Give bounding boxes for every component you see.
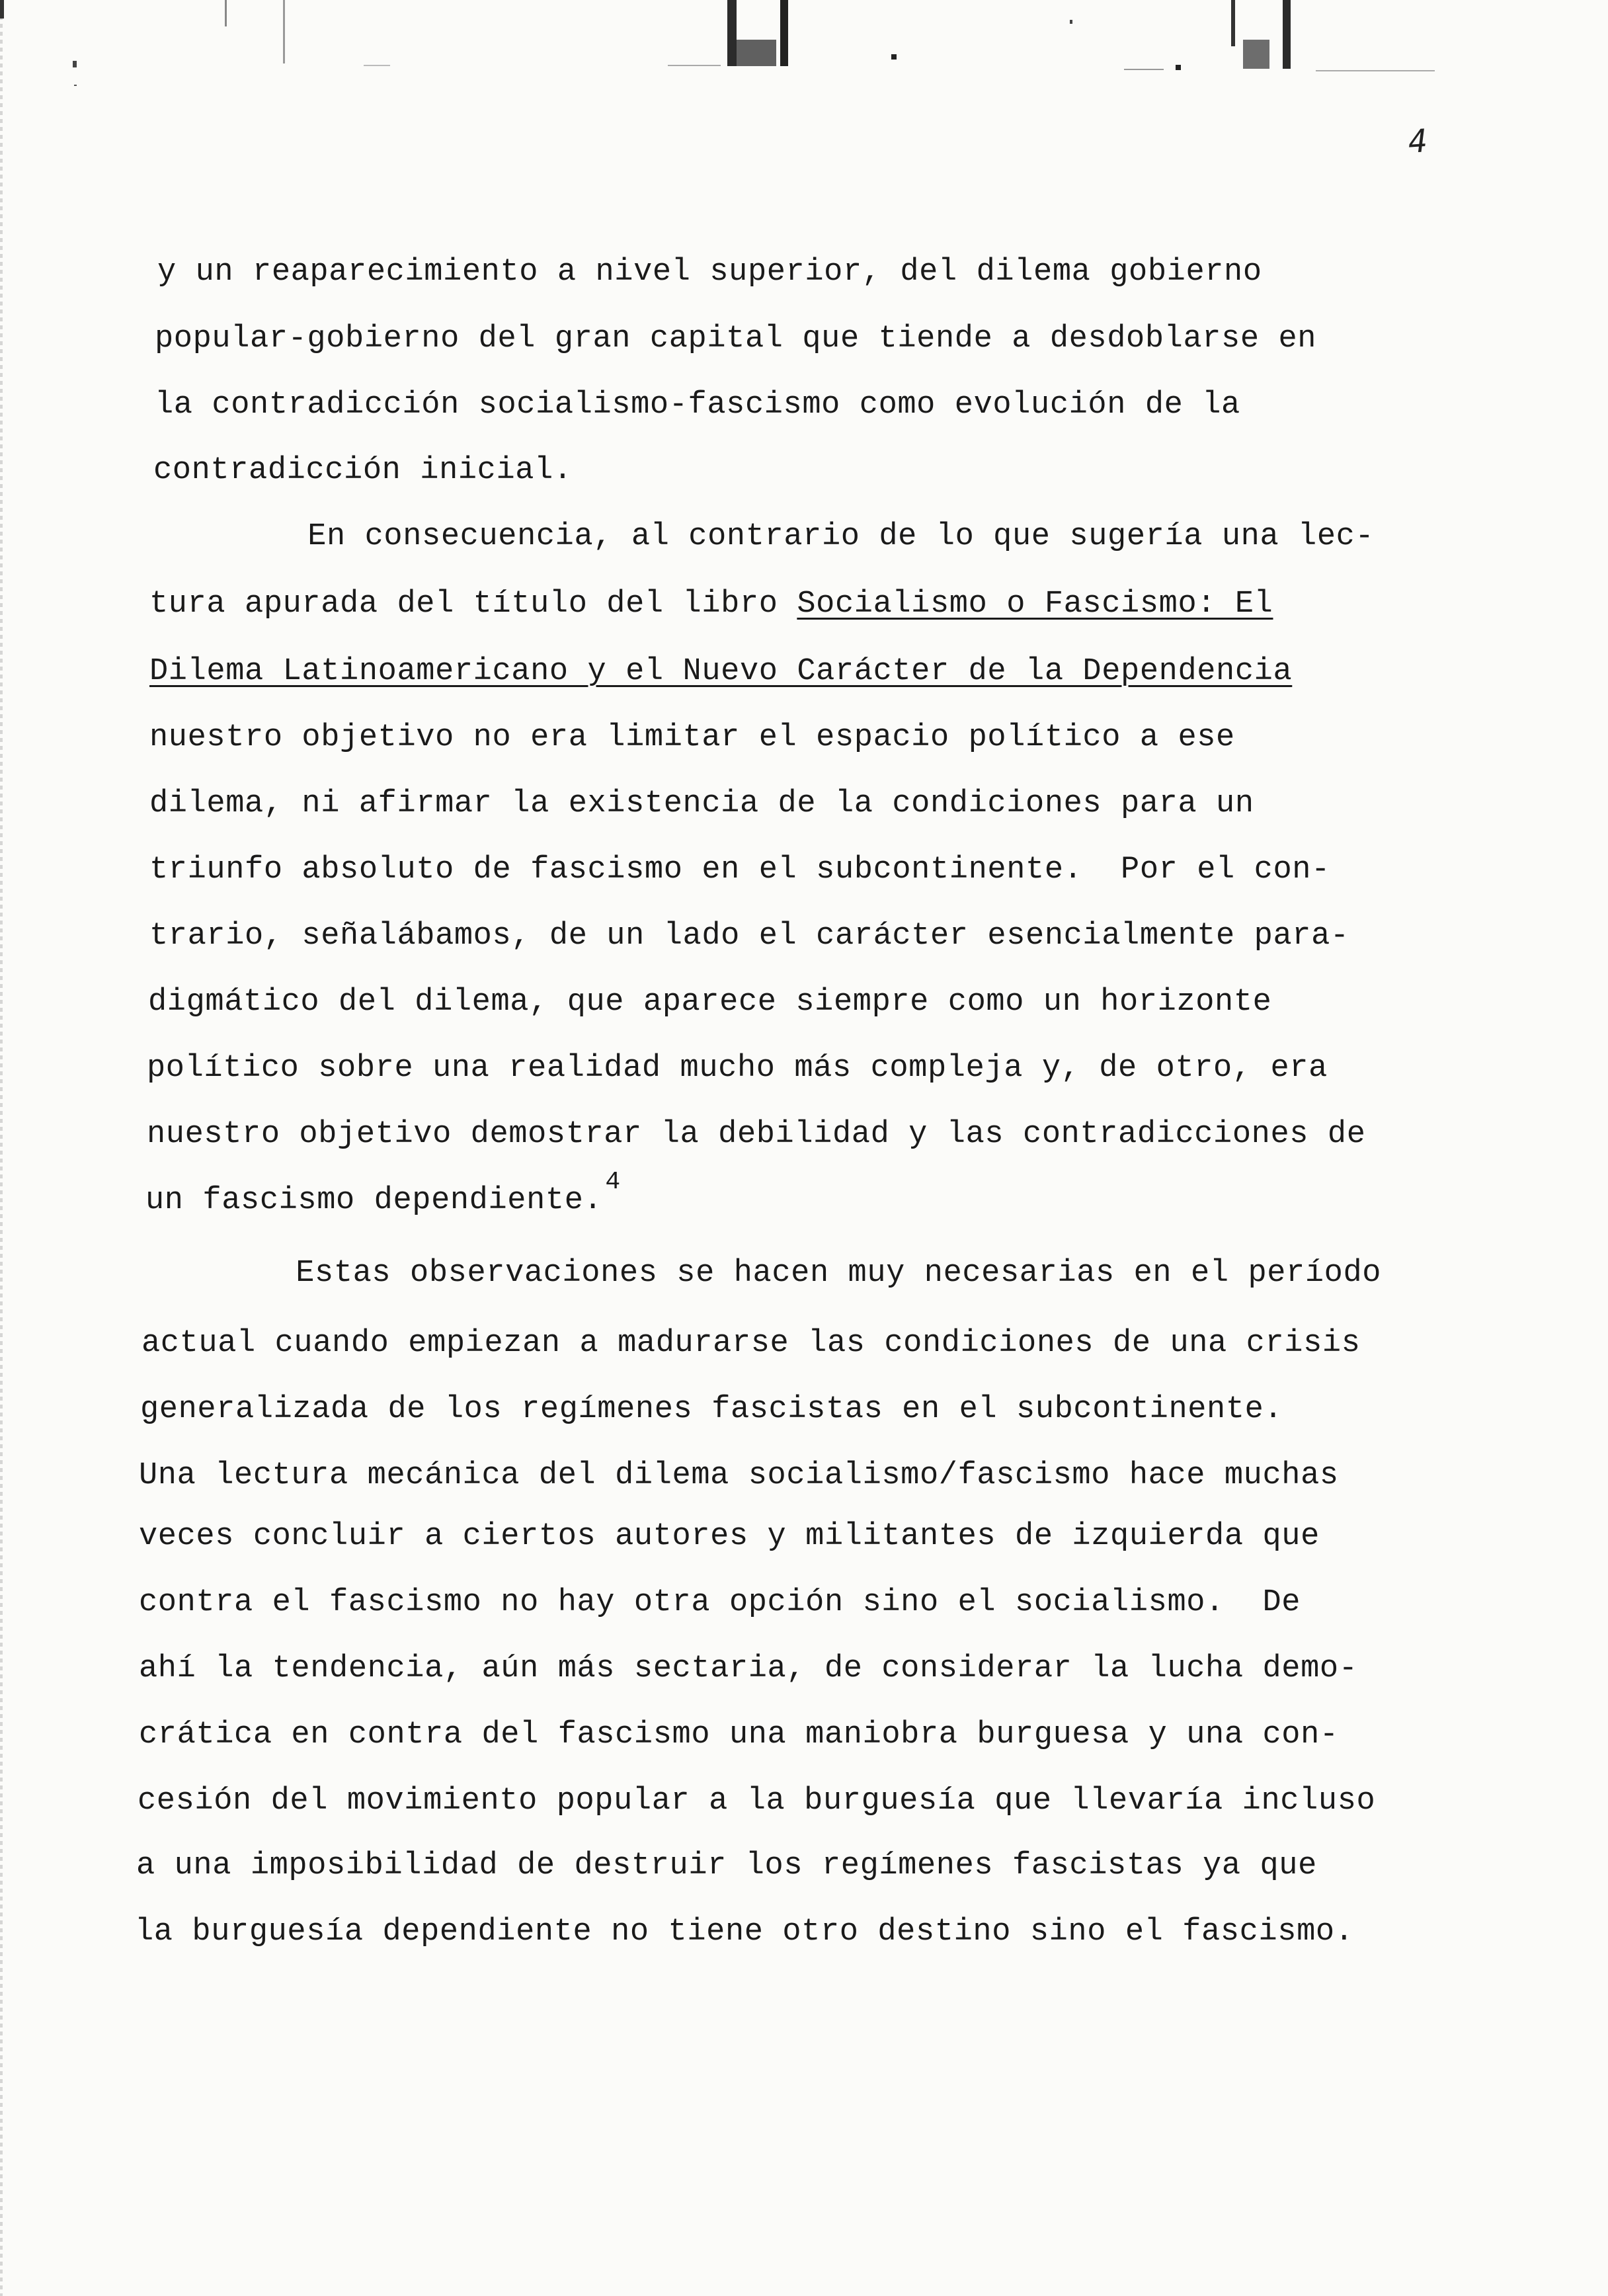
line-text: la contradicción socialismo-fascismo como evolución de la xyxy=(155,388,1240,423)
text-line xyxy=(149,921,1349,952)
text-line xyxy=(155,323,1316,354)
line-text: un fascismo dependiente. xyxy=(145,1183,603,1218)
line-text: la burguesía dependiente no tiene otro destino sino el fascismo. xyxy=(135,1914,1354,1949)
text-line xyxy=(153,455,573,486)
line-text: nuestro objetivo no era limitar el espacio político a ese xyxy=(149,720,1235,755)
line-text: generalizada de los regímenes fascistas en el subcontinente. xyxy=(140,1392,1283,1427)
text-line xyxy=(139,1521,1320,1552)
text-line xyxy=(157,257,1262,288)
scan-artifacts xyxy=(0,0,1608,86)
line-text: contradicción inicial. xyxy=(153,453,573,488)
line-text: y un reaparecimiento a nivel superior, del dilema gobierno xyxy=(157,255,1262,290)
line-text: a una imposibilidad de destruir los regímenes fascistas ya que xyxy=(136,1848,1317,1883)
line-text: nuestro objetivo demostrar la debilidad y las contradicciones de xyxy=(147,1117,1366,1152)
underlined-title-text: Dilema Latinoamericano y el Nuevo Carácter de la Dependencia xyxy=(149,654,1293,689)
text-line xyxy=(147,1053,1328,1084)
line-text: popular-gobierno del gran capital que tiende a desdoblarse en xyxy=(155,321,1317,356)
text-line xyxy=(149,656,1292,687)
line-text: digmático del dilema, que aparece siempre como un horizonte xyxy=(148,985,1272,1020)
line-text: trario, señalábamos, de un lado el carácter esencialmente para- xyxy=(149,919,1349,954)
text-line xyxy=(220,1258,1381,1289)
line-text: dilema, ni afirmar la existencia de la condiciones para un xyxy=(149,786,1254,821)
line-text: veces concluir a ciertos autores y militantes de izquierda que xyxy=(139,1519,1320,1554)
text-line xyxy=(145,1168,621,1218)
text-line xyxy=(155,390,1240,421)
text-line xyxy=(147,1119,1366,1150)
line-text: triunfo absoluto de fascismo en el subcontinente. Por el con- xyxy=(149,852,1330,887)
text-line xyxy=(141,1328,1361,1359)
line-text: Una lectura mecánica del dilema socialismo/fascismo hace muchas xyxy=(139,1458,1339,1493)
line-text: Estas observaciones se hacen muy necesarias en el período xyxy=(220,1256,1382,1291)
text-line xyxy=(139,1587,1301,1618)
text-line xyxy=(148,987,1271,1018)
line-text: En consecuencia, al contrario de lo que sugería una lec- xyxy=(231,519,1375,554)
text-line xyxy=(139,1460,1339,1491)
text-line xyxy=(231,521,1374,552)
line-text: ahí la tendencia, aún más sectaria, de considerar la lucha demo- xyxy=(139,1651,1358,1686)
footnote-marker: 4 xyxy=(605,1168,621,1196)
line-text: contra el fascismo no hay otra opción sino el socialismo. De xyxy=(139,1585,1301,1620)
line-text: tura apurada del título del libro xyxy=(149,587,797,622)
text-line xyxy=(149,788,1254,819)
line-text: cesión del movimiento popular a la burguesía que llevaría incluso xyxy=(138,1784,1376,1819)
line-text: crática en contra del fascismo una maniobra burguesa y una con- xyxy=(139,1717,1339,1752)
text-line xyxy=(135,1916,1354,1948)
scan-edge xyxy=(0,0,3,2296)
text-line xyxy=(149,722,1235,753)
text-line xyxy=(138,1785,1375,1817)
text-line xyxy=(139,1653,1358,1684)
line-text: político sobre una realidad mucho más compleja y, de otro, era xyxy=(147,1051,1328,1086)
text-line xyxy=(139,1719,1339,1750)
text-line xyxy=(136,1850,1317,1881)
underlined-title-text: Socialismo o Fascismo: El xyxy=(797,587,1273,622)
text-line xyxy=(149,854,1330,885)
line-text: actual cuando empiezan a madurarse las condiciones de una crisis xyxy=(141,1326,1361,1361)
page-number: 4 xyxy=(1407,122,1429,161)
text-line xyxy=(149,589,1273,620)
text-line xyxy=(140,1394,1283,1425)
